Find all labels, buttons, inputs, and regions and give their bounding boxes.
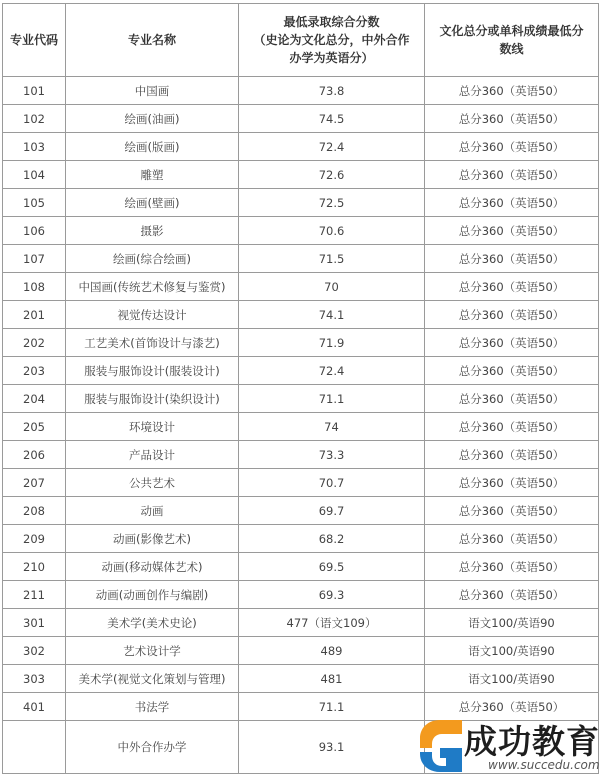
cell-major-name: 雕塑 <box>66 161 239 189</box>
cell-major-name: 摄影 <box>66 217 239 245</box>
cell-major-code: 102 <box>3 105 66 133</box>
cell-culture-requirement: 总分360（英语50） <box>425 693 599 721</box>
table-row <box>3 469 599 497</box>
cell-culture-requirement: 语文100/英语90 <box>425 609 599 637</box>
cell-major-name: 动画 <box>66 497 239 525</box>
cell-major-name: 书法学 <box>66 693 239 721</box>
table-row <box>3 637 599 665</box>
logo-mark-icon <box>416 718 464 774</box>
admission-score-table <box>2 3 599 774</box>
cell-major-name: 绘画(综合绘画) <box>66 245 239 273</box>
cell-min-score: 72.6 <box>239 161 425 189</box>
cell-min-score: 72.4 <box>239 133 425 161</box>
table-row <box>3 105 599 133</box>
cell-min-score: 69.3 <box>239 581 425 609</box>
cell-major-name: 绘画(油画) <box>66 105 239 133</box>
cell-culture-requirement: 总分360（英语50） <box>425 77 599 105</box>
table-row <box>3 329 599 357</box>
table-row <box>3 189 599 217</box>
header-culture-score <box>425 4 599 77</box>
header-culture-line2: 数线 <box>499 42 524 56</box>
cell-culture-requirement: 总分360（英语50） <box>425 413 599 441</box>
logo-url: www.succedu.com <box>488 758 600 772</box>
cell-min-score: 71.9 <box>239 329 425 357</box>
cell-culture-requirement: 语文100/英语90 <box>425 637 599 665</box>
cell-major-code: 107 <box>3 245 66 273</box>
cell-major-code: 101 <box>3 77 66 105</box>
cell-min-score: 73.3 <box>239 441 425 469</box>
cell-culture-requirement: 总分360（英语50） <box>425 385 599 413</box>
cell-major-code: 103 <box>3 133 66 161</box>
cell-min-score: 481 <box>239 665 425 693</box>
header-min-score-line3: 办学为英语分） <box>289 51 374 65</box>
header-row <box>3 4 599 77</box>
cell-min-score: 74 <box>239 413 425 441</box>
cell-min-score: 70.7 <box>239 469 425 497</box>
cell-major-name: 服装与服饰设计(服装设计) <box>66 357 239 385</box>
cell-major-name: 动画(影像艺术) <box>66 525 239 553</box>
header-min-score-line2: （史论为文化总分，中外合作 <box>253 33 410 47</box>
cell-major-name: 中外合作办学 <box>66 721 239 774</box>
cell-culture-requirement: 语文100/英语90 <box>425 665 599 693</box>
cell-major-code: 210 <box>3 553 66 581</box>
cell-major-code: 211 <box>3 581 66 609</box>
cell-major-code: 104 <box>3 161 66 189</box>
cell-major-name: 中国画(传统艺术修复与鉴赏) <box>66 273 239 301</box>
cell-major-code: 204 <box>3 385 66 413</box>
table-row <box>3 609 599 637</box>
cell-major-name: 服装与服饰设计(染织设计) <box>66 385 239 413</box>
cell-culture-requirement: 总分360（英语50） <box>425 189 599 217</box>
table-header <box>3 4 599 77</box>
cell-major-code: 203 <box>3 357 66 385</box>
cell-culture-requirement: 总分360（英语50） <box>425 217 599 245</box>
cell-culture-requirement: 总分360（英语50） <box>425 525 599 553</box>
table-row <box>3 441 599 469</box>
cell-min-score: 74.5 <box>239 105 425 133</box>
cell-culture-requirement: 总分360（英语50） <box>425 329 599 357</box>
cell-major-name: 工艺美术(首饰设计与漆艺) <box>66 329 239 357</box>
table-row <box>3 357 599 385</box>
cell-major-name: 公共艺术 <box>66 469 239 497</box>
cell-min-score: 71.1 <box>239 693 425 721</box>
cell-min-score: 74.1 <box>239 301 425 329</box>
cell-major-code: 302 <box>3 637 66 665</box>
cell-culture-requirement: 总分360（英语50） <box>425 245 599 273</box>
cell-major-code: 206 <box>3 441 66 469</box>
cell-major-name: 美术学(视觉文化策划与管理) <box>66 665 239 693</box>
table-row <box>3 385 599 413</box>
cell-culture-requirement: 总分360（英语50） <box>425 553 599 581</box>
cell-culture-requirement: 总分360（英语50） <box>425 469 599 497</box>
table-row <box>3 77 599 105</box>
cell-major-name: 艺术设计学 <box>66 637 239 665</box>
header-major-code: 专业代码 <box>3 4 66 77</box>
cell-culture-requirement: 总分360（英语50） <box>425 105 599 133</box>
cell-min-score: 69.7 <box>239 497 425 525</box>
cell-major-code: 401 <box>3 693 66 721</box>
table-row <box>3 497 599 525</box>
cell-major-code: 105 <box>3 189 66 217</box>
table-body <box>3 77 599 774</box>
table-row <box>3 413 599 441</box>
cell-major-code <box>3 721 66 774</box>
cell-culture-requirement: 总分360（英语50） <box>425 161 599 189</box>
cell-culture-requirement: 总分360（英语50） <box>425 133 599 161</box>
cell-min-score: 477（语文109） <box>239 609 425 637</box>
cell-min-score: 71.1 <box>239 385 425 413</box>
cell-major-code: 205 <box>3 413 66 441</box>
cell-major-name: 动画(移动媒体艺术) <box>66 553 239 581</box>
table-row <box>3 581 599 609</box>
table-row <box>3 245 599 273</box>
succedu-watermark-logo <box>412 714 598 776</box>
cell-min-score: 70 <box>239 273 425 301</box>
table-row <box>3 553 599 581</box>
table-row <box>3 133 599 161</box>
cell-culture-requirement: 总分360（英语50） <box>425 441 599 469</box>
cell-major-name: 美术学(美术史论) <box>66 609 239 637</box>
cell-major-code: 207 <box>3 469 66 497</box>
cell-min-score: 71.5 <box>239 245 425 273</box>
cell-major-name: 动画(动画创作与编剧) <box>66 581 239 609</box>
cell-min-score: 73.8 <box>239 77 425 105</box>
cell-major-code: 202 <box>3 329 66 357</box>
header-culture-line1: 文化总分或单科成绩最低分 <box>439 24 584 38</box>
header-major-name: 专业名称 <box>66 4 239 77</box>
cell-culture-requirement: 总分360（英语50） <box>425 301 599 329</box>
cell-major-code: 201 <box>3 301 66 329</box>
logo-title: 成功教育 <box>464 722 600 761</box>
cell-major-code: 209 <box>3 525 66 553</box>
cell-major-code: 108 <box>3 273 66 301</box>
cell-culture-requirement: 总分360（英语50） <box>425 581 599 609</box>
cell-major-code: 208 <box>3 497 66 525</box>
cell-major-name: 产品设计 <box>66 441 239 469</box>
cell-min-score: 72.5 <box>239 189 425 217</box>
header-min-score <box>239 4 425 77</box>
cell-major-name: 环境设计 <box>66 413 239 441</box>
cell-culture-requirement: 总分360（英语50） <box>425 497 599 525</box>
table-row <box>3 161 599 189</box>
cell-min-score: 489 <box>239 637 425 665</box>
table-row <box>3 217 599 245</box>
table-row <box>3 525 599 553</box>
cell-min-score: 70.6 <box>239 217 425 245</box>
cell-major-code: 303 <box>3 665 66 693</box>
cell-culture-requirement: 总分360（英语50） <box>425 357 599 385</box>
cell-major-name: 中国画 <box>66 77 239 105</box>
cell-major-name: 绘画(壁画) <box>66 189 239 217</box>
table-row <box>3 301 599 329</box>
cell-major-name: 视觉传达设计 <box>66 301 239 329</box>
cell-min-score: 72.4 <box>239 357 425 385</box>
cell-major-code: 301 <box>3 609 66 637</box>
cell-min-score: 69.5 <box>239 553 425 581</box>
cell-min-score: 93.1 <box>239 721 425 774</box>
cell-culture-requirement: 总分360（英语50） <box>425 273 599 301</box>
table-row <box>3 273 599 301</box>
cell-min-score: 68.2 <box>239 525 425 553</box>
cell-major-code: 106 <box>3 217 66 245</box>
cell-major-name: 绘画(版画) <box>66 133 239 161</box>
header-min-score-line1: 最低录取综合分数 <box>283 15 380 29</box>
table-row <box>3 665 599 693</box>
